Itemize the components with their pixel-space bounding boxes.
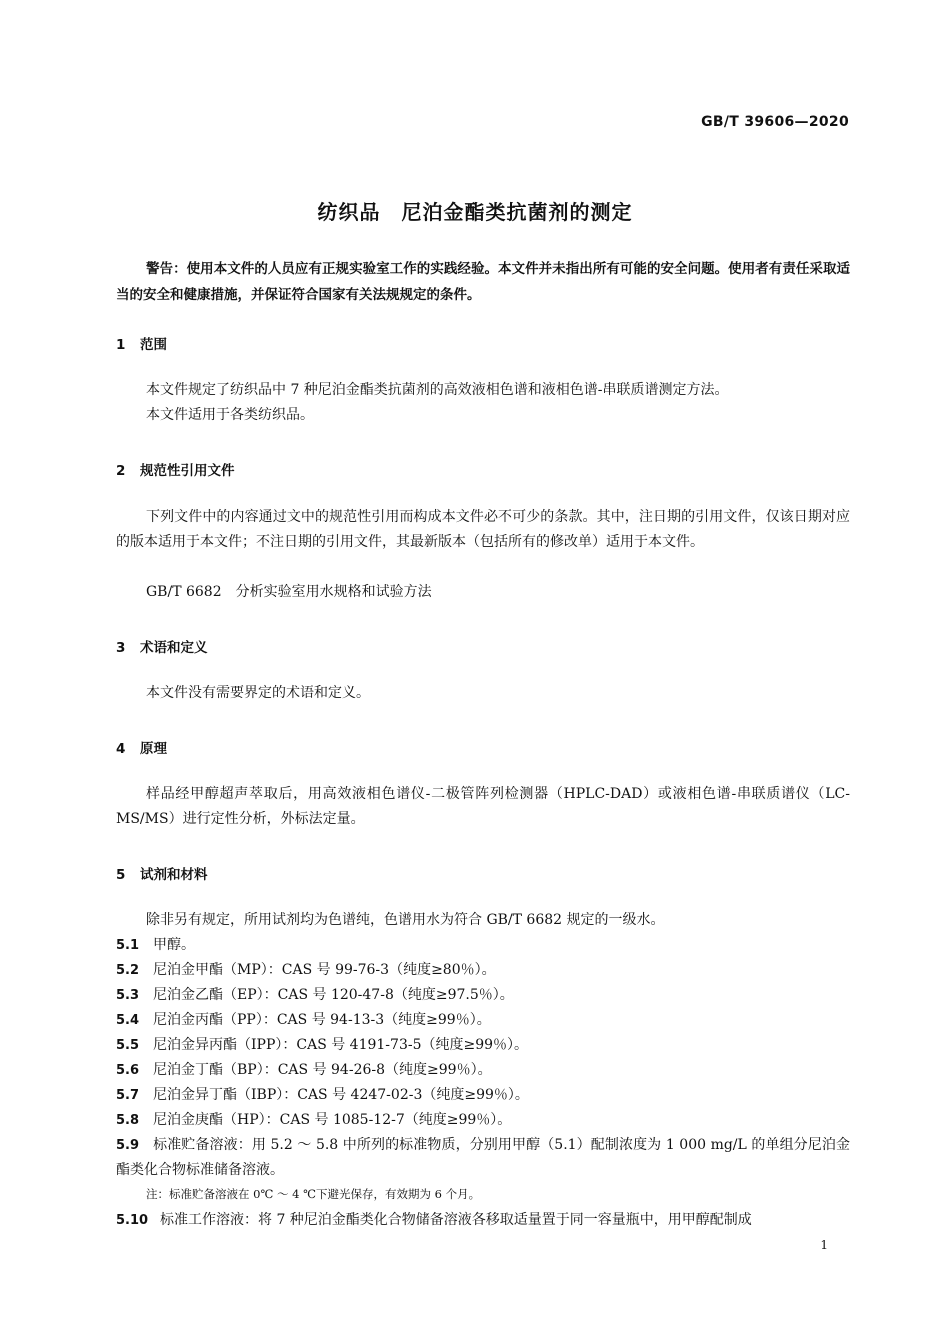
item-text: 尼泊金甲酯（MP）：CAS 号 99-76-3（纯度≥80％）。 xyxy=(153,962,496,978)
section-number: 5 xyxy=(116,867,126,883)
list-item xyxy=(116,1108,850,1133)
section-number: 2 xyxy=(116,463,126,479)
item-number: 5.2 xyxy=(116,963,140,978)
item-text: 尼泊金异丁酯（IBP）：CAS 号 4247-02-3（纯度≥99％）。 xyxy=(153,1087,529,1103)
item-text: 尼泊金异丙酯（IPP）：CAS 号 4191-73-5（纯度≥99％）。 xyxy=(153,1037,529,1053)
paragraph: 本文件规定了纺织品中 7 种尼泊金酯类抗菌剂的高效液相色谱和液相色谱-串联质谱测定方法。 xyxy=(146,382,729,398)
section-title: 范围 xyxy=(140,337,167,353)
list-item xyxy=(116,983,850,1008)
item-text: 尼泊金丙酯（PP）：CAS 号 94-13-3（纯度≥99％）。 xyxy=(153,1012,491,1028)
item-text: 尼泊金庚酯（HP）：CAS 号 1085-12-7（纯度≥99％）。 xyxy=(153,1112,512,1128)
item-number: 5.7 xyxy=(116,1088,140,1103)
item-text: 标准工作溶液：将 7 种尼泊金酯类化合物储备溶液各移取适量置于同一容量瓶中，用甲醇配制成 xyxy=(160,1212,752,1228)
section-title: 原理 xyxy=(140,741,167,757)
item-text: 尼泊金乙酯（EP）：CAS 号 120-47-8（纯度≥97.5％）。 xyxy=(153,987,514,1003)
reference-entry: GB/T 6682 分析实验室用水规格和试验方法 xyxy=(146,584,432,600)
item-text: 标准贮备溶液：用 5.2 ～ 5.8 中所列的标准物质，分别用甲醇（5.1）配制浓度为 1 000 mg/L 的单组分尼泊金酯类化合物标准储备溶液。 xyxy=(116,1137,850,1178)
item-number: 5.1 xyxy=(116,938,140,953)
list-item xyxy=(116,958,850,983)
item-number: 5.4 xyxy=(116,1013,140,1028)
item-number: 5.3 xyxy=(116,988,140,1003)
standard-code: GB/T 39606—2020 xyxy=(701,114,849,130)
item-number: 5.8 xyxy=(116,1113,140,1128)
section-number: 1 xyxy=(116,337,126,353)
section-title: 术语和定义 xyxy=(140,640,208,656)
paragraph: 本文件适用于各类纺织品。 xyxy=(146,407,314,423)
paragraph: 本文件没有需要界定的术语和定义。 xyxy=(146,685,370,701)
list-item xyxy=(116,933,850,958)
paragraph: 除非另有规定，所用试剂均为色谱纯，色谱用水为符合 GB/T 6682 规定的一级水。 xyxy=(146,912,665,928)
item-number: 5.5 xyxy=(116,1038,140,1053)
safety-warning: 警告：使用本文件的人员应有正规实验室工作的实践经验。本文件并未指出所有可能的安全问题。使用者有责任采取适当的安全和健康措施，并保证符合国家有关法规规定的条件。 xyxy=(116,261,850,303)
item-number: 5.10 xyxy=(116,1213,149,1228)
section-heading-scope xyxy=(116,333,167,353)
section-heading-principle xyxy=(116,737,167,757)
section-heading-reagents xyxy=(116,863,208,883)
document-title: 纺织品 尼泊金酯类抗菌剂的测定 xyxy=(317,200,633,224)
section-number: 4 xyxy=(116,741,126,757)
section-number: 3 xyxy=(116,640,126,656)
item-text: 尼泊金丁酯（BP）：CAS 号 94-26-8（纯度≥99％）。 xyxy=(153,1062,492,1078)
list-item xyxy=(116,1058,850,1083)
list-item xyxy=(116,1208,850,1233)
list-item xyxy=(116,1033,850,1058)
list-item xyxy=(116,1083,850,1108)
page-number: 1 xyxy=(820,1238,828,1252)
item-number: 5.9 xyxy=(116,1138,140,1153)
section-heading-terms xyxy=(116,636,208,656)
list-item xyxy=(116,1008,850,1033)
section-title: 规范性引用文件 xyxy=(140,463,235,479)
note: 注：标准贮备溶液在 0℃ ～ 4 ℃下避光保存，有效期为 6 个月。 xyxy=(146,1187,481,1201)
item-number: 5.6 xyxy=(116,1063,140,1078)
item-text: 甲醇。 xyxy=(153,937,195,953)
list-item xyxy=(116,1133,850,1183)
paragraph: 样品经甲醇超声萃取后，用高效液相色谱仪-二极管阵列检测器（HPLC-DAD）或液相色谱-串联质谱仪（LC-MS/MS）进行定性分析，外标法定量。 xyxy=(116,786,850,827)
section-title: 试剂和材料 xyxy=(140,867,208,883)
section-heading-normative-references xyxy=(116,459,235,479)
paragraph: 下列文件中的内容通过文中的规范性引用而构成本文件必不可少的条款。其中，注日期的引用文件，仅该日期对应的版本适用于本文件；不注日期的引用文件，其最新版本（包括所有的修改单）适用于本文件。 xyxy=(116,509,850,550)
